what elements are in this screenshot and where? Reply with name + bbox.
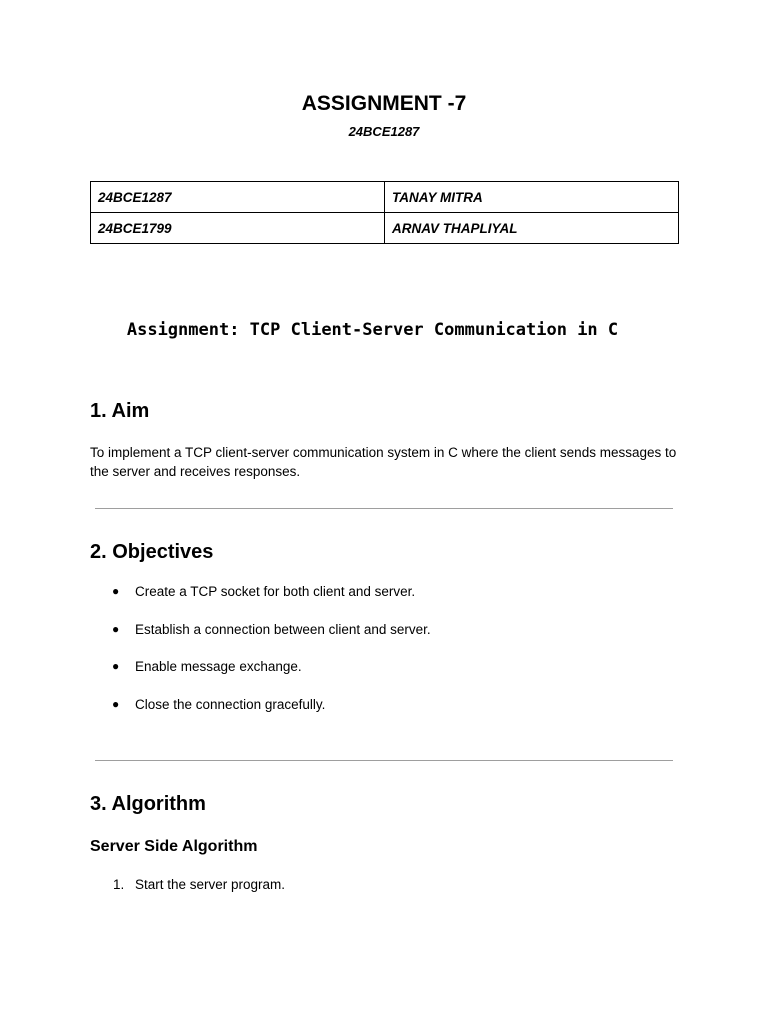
bullet-icon: ● bbox=[112, 659, 120, 674]
section-divider bbox=[95, 760, 673, 761]
document-title: ASSIGNMENT -7 bbox=[301, 92, 467, 115]
aim-text: To implement a TCP client-server communication system in C where the client sends messages to the server and receives responses. bbox=[90, 445, 677, 479]
bullet-icon: ● bbox=[112, 621, 120, 636]
list-item bbox=[90, 657, 680, 695]
aim-heading: 1. Aim bbox=[90, 400, 150, 422]
section-divider bbox=[95, 508, 673, 509]
member-id-cell: 24BCE1799 bbox=[91, 213, 385, 244]
objective-text: Create a TCP socket for both client and server. bbox=[135, 584, 416, 599]
members-table bbox=[90, 181, 679, 244]
list-item bbox=[90, 620, 680, 658]
step-number: 1. bbox=[113, 877, 125, 892]
objective-text: Establish a connection between client and server. bbox=[135, 621, 431, 637]
objectives-heading: 2. Objectives bbox=[90, 541, 214, 563]
objective-text: Close the connection gracefully. bbox=[135, 697, 326, 713]
list-item bbox=[90, 875, 680, 894]
table-row bbox=[91, 213, 679, 244]
list-item bbox=[90, 695, 680, 733]
table-row bbox=[91, 182, 679, 213]
assignment-title: Assignment: TCP Client-Server Communication in C bbox=[126, 320, 619, 340]
member-name-cell: ARNAV THAPLIYAL bbox=[385, 213, 679, 244]
list-item bbox=[90, 582, 680, 620]
server-steps-list bbox=[90, 875, 680, 894]
member-id-cell: 24BCE1287 bbox=[91, 182, 385, 213]
objective-text: Enable message exchange. bbox=[135, 659, 302, 675]
member-name-cell: TANAY MITRA bbox=[385, 182, 679, 213]
algorithm-heading: 3. Algorithm bbox=[90, 793, 206, 815]
bullet-icon: ● bbox=[112, 584, 120, 598]
server-algorithm-heading: Server Side Algorithm bbox=[90, 838, 258, 855]
document-subtitle: 24BCE1287 bbox=[348, 124, 420, 139]
step-text: Start the server program. bbox=[135, 877, 286, 892]
objectives-list bbox=[90, 582, 680, 733]
bullet-icon: ● bbox=[112, 697, 120, 712]
